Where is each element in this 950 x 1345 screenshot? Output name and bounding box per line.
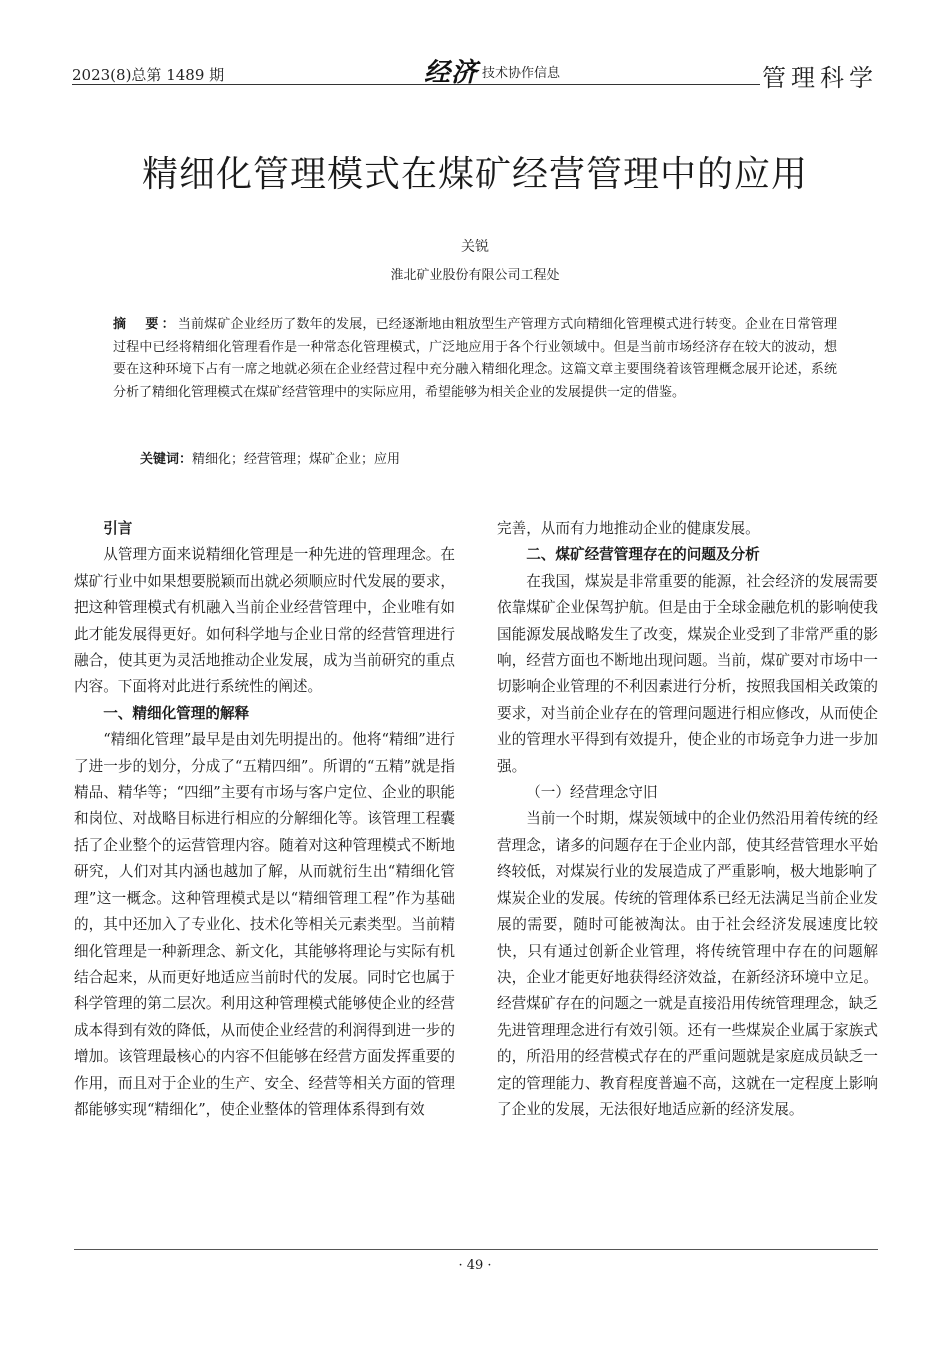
section-2-heading: 二、煤矿经营管理存在的问题及分析 [526, 546, 760, 564]
footer-divider [74, 1249, 878, 1250]
keywords [140, 448, 400, 467]
abstract-label: 摘 要： [113, 317, 178, 332]
abstract [113, 314, 837, 404]
section-2-paragraph: 在我国，煤炭是非常重要的能源，社会经济的发展需要依靠煤矿企业保驾护航。但是由于全球金融危机的影响使我国能源发展战略发生了改变，煤炭企业受到了非常严重的影响，经营方面也不断地出现问题。当前，煤矿要对市场中一切影响企业管理的不利因素进行分析，按照我国相关政策的要求，对当前企业存在的管理问题进行相应修改，从而使企业的管理水平得到有效提升，使企业的市场竞争力进一步加强。 [497, 572, 878, 775]
section-1-heading: 一、精细化管理的解释 [103, 704, 250, 722]
intro-paragraph: 从管理方面来说精细化管理是一种先进的管理理念。在煤矿行业中如果想要脱颖而出就必须顺应时代发展的要求，把这种管理模式有机融入当前企业经营管理中，企业唯有如此才能发展得更好。如何科学地与企业日常的经营管理进行融合，使其更为灵活地推动企业发展，成为当前研究的重点内容。下面将对此进行系统性的阐述。 [74, 546, 455, 696]
abstract-text: 当前煤矿企业经历了数年的发展，已经逐渐地由粗放型生产管理方式向精细化管理模式进行转变。企业在日常管理过程中已经将精细化管理看作是一种常态化管理模式，广泛地应用于各个行业领域中。但是当前市场经济存在较大的波动，想要在这种环境下占有一席之地就必须在企业经营过程中充分融入精细化理念。这篇文章主要围绕着该管理概念展开论述，系统分析了精细化管理模式在煤矿经营管理中的实际应用，希望能够为相关企业的发展提供一定的借鉴。 [113, 317, 837, 400]
right-column [497, 516, 878, 1123]
issue-number: 2023(8)总第 1489 期 [72, 66, 225, 84]
left-column [74, 516, 455, 1123]
subsection-heading: （一）经营理念守旧 [526, 784, 658, 802]
journal-logo: 经济 [424, 58, 479, 88]
section-name: 管理科学 [762, 64, 878, 92]
continued-paragraph: 完善，从而有力地推动企业的健康发展。 [497, 520, 760, 537]
header-divider [72, 84, 760, 85]
author-name: 关锐 [461, 239, 489, 255]
page-header [72, 50, 878, 90]
page-number: · 49 · [458, 1258, 492, 1273]
keywords-text: 精细化；经营管理；煤矿企业；应用 [192, 452, 401, 467]
author-affiliation: 淮北矿业股份有限公司工程处 [390, 268, 560, 283]
article-title: 精细化管理模式在煤矿经营管理中的应用 [141, 154, 808, 195]
section-1-paragraph: “精细化管理”最早是由刘先明提出的。他将“精细”进行了进一步的划分，分成了“五精四细”。所谓的“五精”就是指精品、精华等；“四细”主要有市场与客户定位、企业的职能和岗位、对战略目标进行相应的分解细化等。该管理工程囊括了企业整个的运营管理内容。随着对这种管理模式不断地研究，人们对其内涵也越加了解，从而就衍生出“精细化管理”这一概念。这种管理模式是以“精细管理工程”作为基础的，其中还加入了专业化、技术化等相关元素类型。当前精细化管理是一种新理念、新文化，其能够将理论与实际有机结合起来，从而更好地适应当前时代的发展。同时它也属于科学管理的第二层次。利用这种管理模式能够使企业的经营成本得到有效的降低，从而使企业经营的利润得到进一步的增加。该管理最核心的内容不但能够在经营方面发挥重要的作用，而且对于企业的生产、安全、经营等相关方面的管理都能够实现“精细化”，使企业整体的管理体系得到有效 [74, 731, 455, 1118]
intro-heading: 引言 [103, 520, 133, 537]
subsection-paragraph: 当前一个时期，煤炭领域中的企业仍然沿用着传统的经营理念，诸多的问题存在于企业内部，使其经营管理水平始终较低，对煤炭行业的发展造成了严重影响，极大地影响了煤炭企业的发展。传统的管理体系已经无法满足当前企业发展的需要，随时可能被淘汰。由于社会经济发展速度比较快，只有通过创新企业管理，将传统管理中存在的问题解决，企业才能更好地获得经济效益，在新经济环境中立足。经营煤矿存在的问题之一就是直接沿用传统管理理念，缺乏先进管理理念进行有效引领。还有一些煤炭企业属于家族式的，所沿用的经营模式存在的严重问题就是家庭成员缺乏一定的管理能力、教育程度普遍不高，这就在一定程度上影响了企业的发展，无法很好地适应新的经济发展。 [497, 810, 878, 1118]
keywords-label: 关键词： [140, 452, 193, 467]
journal-subtitle: 技术协作信息 [482, 66, 561, 81]
